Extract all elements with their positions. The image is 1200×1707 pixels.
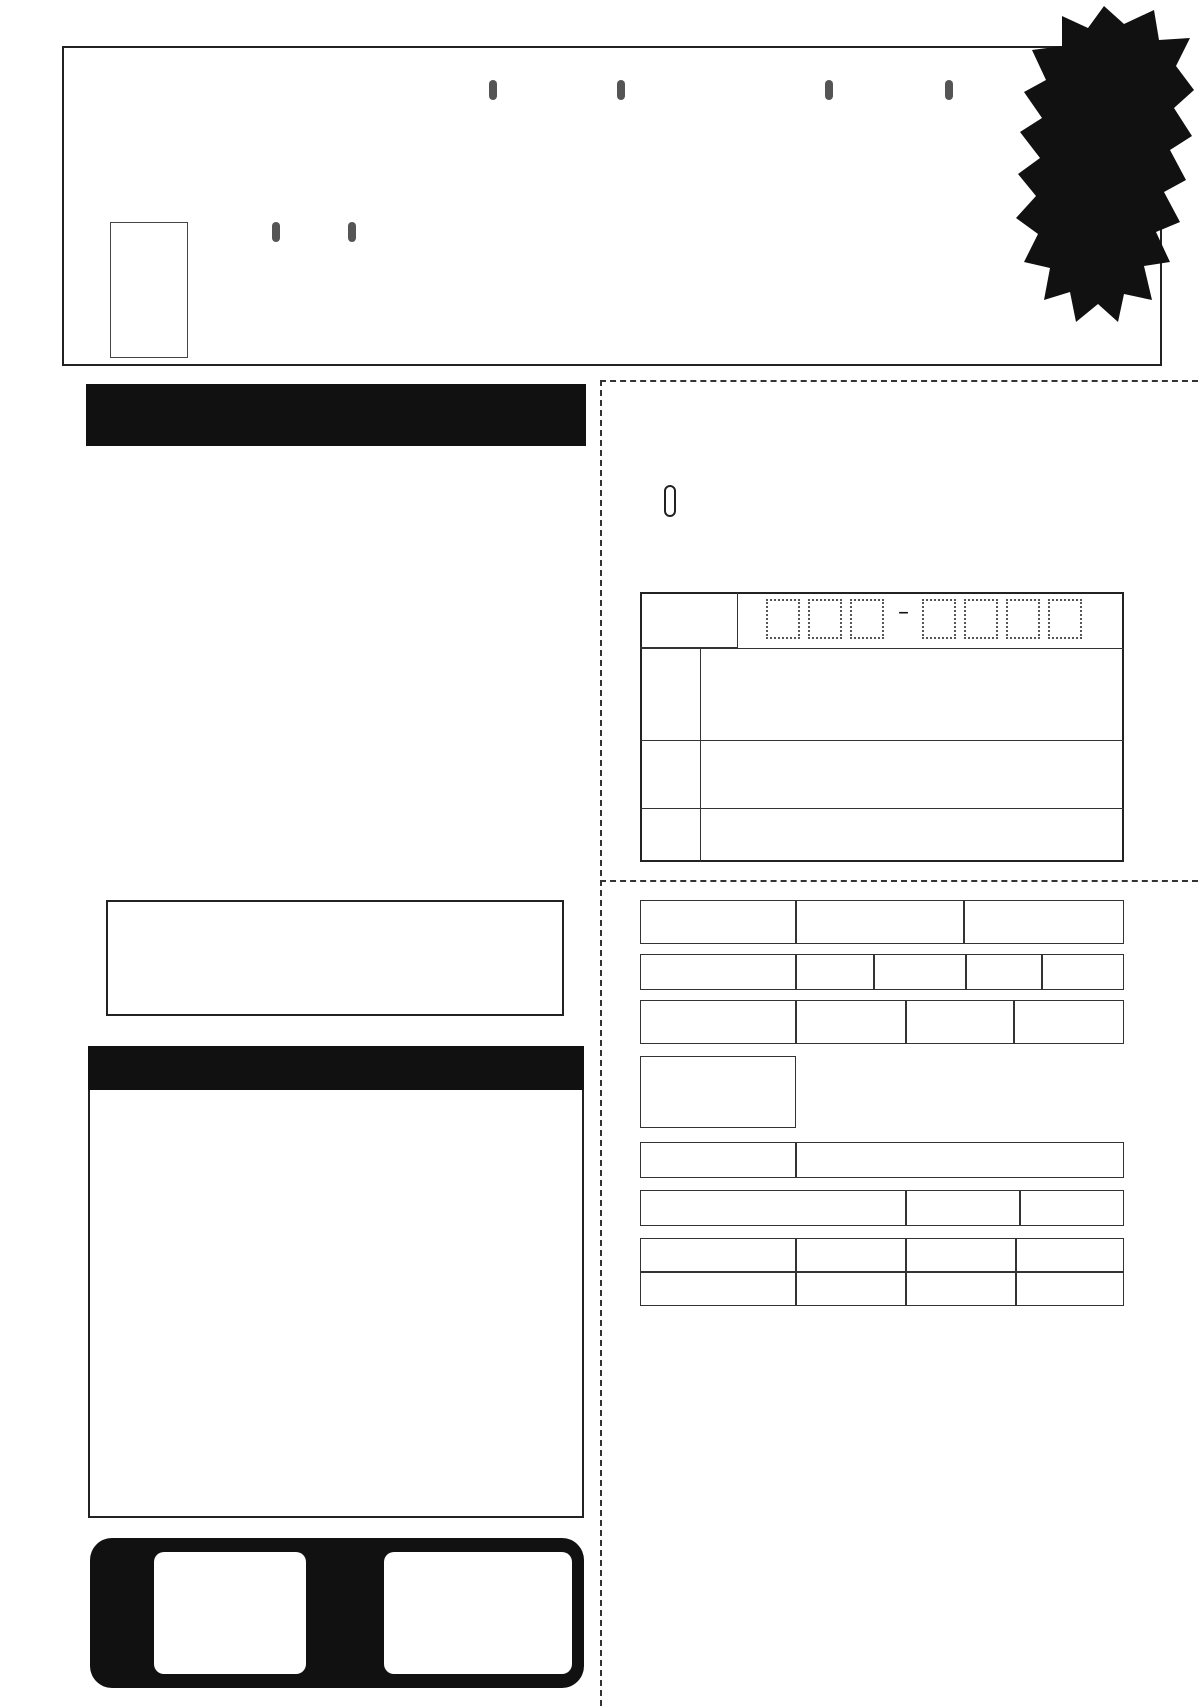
address-field[interactable] [700, 650, 1122, 738]
front-divider-2 [700, 740, 1124, 741]
cat-label-doujin [272, 222, 280, 242]
front-divider-3 [640, 808, 1124, 809]
howto-title [86, 384, 586, 446]
rank-2-field[interactable] [906, 1000, 1014, 1044]
works-list-box [88, 1046, 584, 1518]
name-field[interactable] [700, 742, 1122, 806]
newbook-field[interactable] [796, 1142, 1124, 1178]
job-student[interactable] [796, 954, 874, 990]
shop-book[interactable] [906, 1272, 1016, 1306]
job-other[interactable] [1042, 954, 1124, 990]
age-sex-label [640, 900, 796, 944]
sex-select[interactable] [964, 900, 1124, 944]
cat-label-quo [489, 80, 497, 100]
job-self[interactable] [966, 954, 1042, 990]
shop-other[interactable] [1016, 1272, 1124, 1306]
howto-disclaimer [106, 900, 564, 1016]
age-field[interactable] [796, 900, 964, 944]
postal-box-2[interactable] [808, 599, 842, 639]
issue-tag [664, 485, 676, 517]
postal-box-5[interactable] [964, 599, 998, 639]
job-employee[interactable] [874, 954, 966, 990]
av-option[interactable] [906, 1190, 1020, 1226]
column-present-label [640, 1190, 906, 1226]
shop-label [640, 1272, 796, 1306]
deadline-issue-panel [384, 1552, 572, 1674]
freq-sometimes[interactable] [906, 1238, 1016, 1272]
freq-every[interactable] [796, 1238, 906, 1272]
postal-box-7[interactable] [1048, 599, 1082, 639]
postal-label [640, 592, 738, 648]
winners-note [110, 222, 188, 358]
winners-burst-shape [1014, 4, 1194, 324]
shop-conv[interactable] [796, 1272, 906, 1306]
winners-box [62, 46, 1162, 366]
postal-box-1[interactable] [766, 599, 800, 639]
rank-1-field[interactable] [796, 1000, 906, 1044]
message-field[interactable] [640, 1344, 1124, 1664]
deadline-banner [90, 1538, 584, 1688]
postal-box-6[interactable] [1006, 599, 1040, 639]
job-label [640, 954, 796, 990]
front-divider-2b [640, 740, 700, 741]
cut-line-top [600, 380, 1198, 382]
rank-3-field[interactable] [1014, 1000, 1124, 1044]
deadline-date-panel [154, 1552, 306, 1674]
phone-field[interactable] [700, 810, 1122, 860]
address-line2 [664, 482, 676, 517]
fav-label [640, 1000, 796, 1044]
cat-label-newbook [617, 80, 625, 100]
cat-label-dvd2 [348, 222, 356, 242]
doujin-option[interactable] [1020, 1190, 1124, 1226]
cut-line-vertical [600, 380, 602, 1706]
freq-label [640, 1238, 796, 1272]
postal-box-3[interactable] [850, 599, 884, 639]
freq-first[interactable] [1016, 1238, 1124, 1272]
cat-label-cash [945, 80, 953, 100]
cut-line-middle [600, 880, 1198, 882]
postal-dash: – [898, 600, 909, 625]
cat-label-dvd8 [825, 80, 833, 100]
present-label [640, 1056, 796, 1128]
postal-box-4[interactable] [922, 599, 956, 639]
front-divider-1 [640, 648, 1124, 649]
works-list-title [88, 1046, 584, 1090]
newbook-label [640, 1142, 796, 1178]
